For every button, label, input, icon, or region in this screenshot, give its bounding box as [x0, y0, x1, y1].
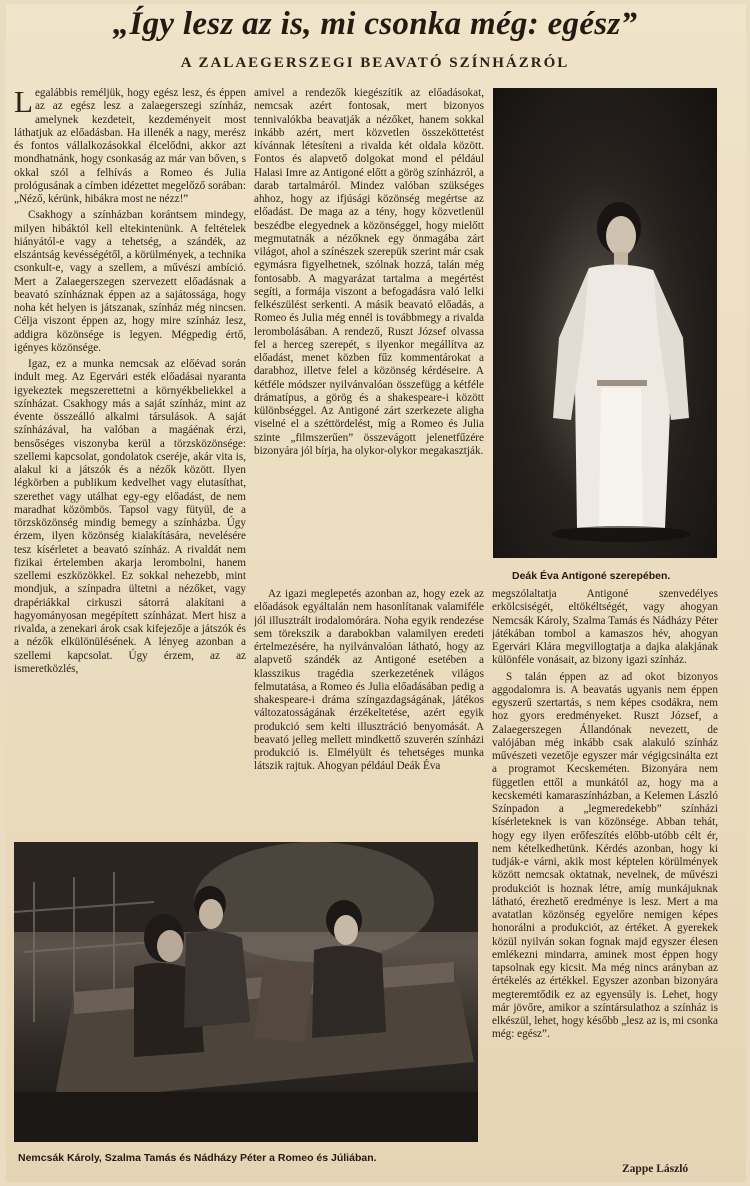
romeo-julia-photo: [14, 842, 478, 1142]
author-signature: Zappe László: [622, 1163, 689, 1175]
paragraph: megszólaltatja Antigoné szenvedélyes erkölcsiségét, eltökéltségét, vagy ahogyan Nemcsák Károly, Szalma Tamás és Nádházy Péter játékában tombol a kamaszos hév, ahogyan Egervári Klára megvillogtatja a dajka alakjának különféle vonásait, az bizony igazi színház.: [492, 588, 718, 667]
paragraph: Igaz, ez a munka nemcsak az előévad során indult meg. Az Egervári esték előadásai nyaranta igyekeztek megszerettetni a környékbeliekkel a színházat. Csakhogy más a saját színház, mint az évente összeálló alkalmi társulások. A saját színházával, ha valóban a magáénak érzi, bensőséges viszonyba kerül a törzsközönsége: szellemi kapcsolat, gondolatok cseréje, akár vita is, alakul ki a játszók és a nézők között. Ilyen légkörben a publikum kedvelhet vagy elutasíthat, szerethet vagy utálhat egy-egy előadást, de nem maradhat közömbös. Tapsol vagy fütyül, de a törzsközönség mindig bemegy a színházba. Úgy érzem, ilyen közönség kialakítására, nevelésére tesz kísérletet a beavató színház. A rivaldát nem fizikai értelemben akarja lerombolni, hanem szellemi eszközökkel. Ez sokkal nehezebb, mint mondjuk, a színpadra ültetni a nézőket, vagy drapériákkal cirkuszi sátorrá alakítani a hagyományosan megépített színházat. Mert hisz a rivalda, a zenekari árok csak kifejezője a játszók és a nézők elkülönülésének. A lényeg azonban a szellemi kapcsolat. Úgy érzem, az az ismeretközlés,: [14, 358, 246, 675]
actress-figure-image: [493, 88, 717, 558]
paragraph: Csakhogy a színházban korántsem mindegy, milyen hibáktól kell eltekintenünk. A feltételek hiányától-e vagy a tehetség, a szándék, az elszántság kevésségétől, a körülmények, a technika csonkult-e, vagy a szellem, a művészi ambíció. Mert a Zalaegerszegen szervezett előadásnak a beavató színháznak éppen az a sajátossága, hogy noha két helyen is játszanak, színház még nincsen. Célja viszont éppen az, hogy mire színház lesz, addigra közönsége is legyen. Mégpedig értő, igényes közönsége.: [14, 209, 246, 354]
subheadline: A ZALAEGERSZEGI BEAVATÓ SZÍNHÁZRÓL: [180, 55, 570, 71]
paragraph: [14, 87, 246, 206]
headline: „Így lesz az is, mi csonka még: egész”: [112, 6, 638, 42]
paragraph: S talán éppen az ad okot bizonyos aggodalomra is. A beavatás ugyanis nem éppen egyszerű szertartás, s nem képes csodákra, nem hoz gyors eredményeket. Ruszt József, a Zalaegerszegen Állandónak nevezett, de valójában még inkább csak alakuló színház művészeti vezetője egyszer már végigcsinálta ezt a programot Kecskeméten. Bizonyára nem független ettől a munkától az, hogy ma a kecskeméti kamaraszínházban, a Kelemen László Színpadon a „legmeredekebb” színházi kísérleteknek is van közönsége. Abban tehát, hogy egy ilyen erőfeszítés előbb-utóbb célt ér, nem kételkedhetünk. Kérdés azonban, hogy ki tudják-e várni, akik most képtelen körülmények között nemcsak oktatnak, nevelnek, de művészi produkciót is hoznak létre, amíg munkájuknak látható, érezhető eredménye is lesz. Mert a ma avatatlan közönség egyelőre nemigen képes honorálni a produkciót, az értéket. A gyerekek közül nyilván sokan fognak majd egyszer élesen emlékezni mindarra, aminek most éppen hogy tapsolnak egy kicsit. Ma még nincs arányban az értékelés az értékkel. Egyszer azonban bizonyára megteremtődik ez az egyensúly is. Lehet, hogy már jövőre, amikor a színtársulathoz a színház is elkészül, lehet, hogy később „lesz az is, mi csonka még: egész”.: [492, 670, 718, 1041]
stage-scene-image: [14, 842, 478, 1142]
paragraph-text: egalábbis reméljük, hogy egész lesz, és éppen az az egész lesz a zalaegerszegi színház, amelynek kezdeteit, kezdeményeit most láthatjuk az előadásban. Ha illenék a nagy, merész és fontos vállalkozásokkal élcelődni, akkor azt mondhatnánk, hogy csonkaság az már van bőven, s okkal szól a felhívás a Romeo és Julia prológusának a címben idézettet megelőző sorában: „Néző, kérünk, hibákra most ne nézz!”: [14, 87, 246, 205]
paragraph: Az igazi meglepetés azonban az, hogy ezek az előadások egyáltalán nem hasonlítanak valamiféle jól illusztrált irodalomórára. Noha egyik rendezése sem törekszik a darabokban valamilyen eredeti értelmezésére, ha nyilvánvalóan látható, hogy az alapvető szándék az Antigoné esetében a klasszikus tragédia szerkezetének világos felmutatása, a Romeo és Julia előadásában pedig a shakespeare-i dráma színgazdagságának, játékos változatosságának érzékeltetése, azért egyik produkció sem kelti illusztráció benyomását. A beavató jelleg mellett mindkettő szuverén színházi produkció is. Elmélyült és tehetséges munka látszik rajtuk. Ahogyan például Deák Éva: [254, 588, 484, 773]
photo-caption-antigone: Deák Éva Antigoné szerepében.: [512, 570, 671, 582]
article-column-2-bottom: [254, 588, 484, 836]
paragraph: amivel a rendezők kiegészítik az előadásokat, nemcsak azért fontosak, mert bizonyos tennivalókba beavatják a nézőket, hanem sokkal inkább azért, mert közvetlen összeköttetést kívánnak létesíteni a rivalda két oldala között. Fontos és alapvető dolgokat mond el például Halasi Imre az Antigoné előtt a görög színházról, a darab tartalmáról. Mindez valóban szükséges ahhoz, hogy az ifjúsági közönség megértse az előadást. De maga az a tény, hogy közvetlenül beszédbe elegyednek a közönséggel, hogy mielőtt megmutatnák a nézőknek egy önmagába zárt világot, ahol a színészek szerepük szerint már csak egymásra figyelhetnek, szólnak hozzá, talán még fontosabb. A magyarázat tartalma a megértést segíti, a formája viszont a befogadásra való lelki felkészülést serkenti. A másik beavató előadás, a Romeo és Julia még ennél is továbbmegy a rivalda lerombolásában. A rendező, Ruszt József olvassa fel a herceg szerepét, s ilyenkor megállítva az előadást, menet közben fűz kommentárokat a darabhoz, illetve felel a közönség kérdéseire. A kétféle módszer nyilvánvalóan összefügg a kétféle drámatípus, a görög és a shakespeare-i között különbséggel. Az Antigoné zárt szerkezete aligha viselné el a széttördelést, míg a Romeo és Julia szinte „filmszerűen” összevágott jelenetfűzére bizonyára jól bírja, ha olykor-olykor megakasztják.: [254, 87, 484, 457]
photo-caption-romeo: Nemcsák Károly, Szalma Tamás és Nádházy Péter a Romeo és Júliában.: [18, 1152, 377, 1164]
article-column-2-top: [254, 87, 484, 583]
drop-cap: L: [14, 87, 33, 119]
article-column-3: [492, 588, 718, 1156]
antigone-photo: [493, 88, 717, 558]
article-column-1: [14, 87, 246, 833]
